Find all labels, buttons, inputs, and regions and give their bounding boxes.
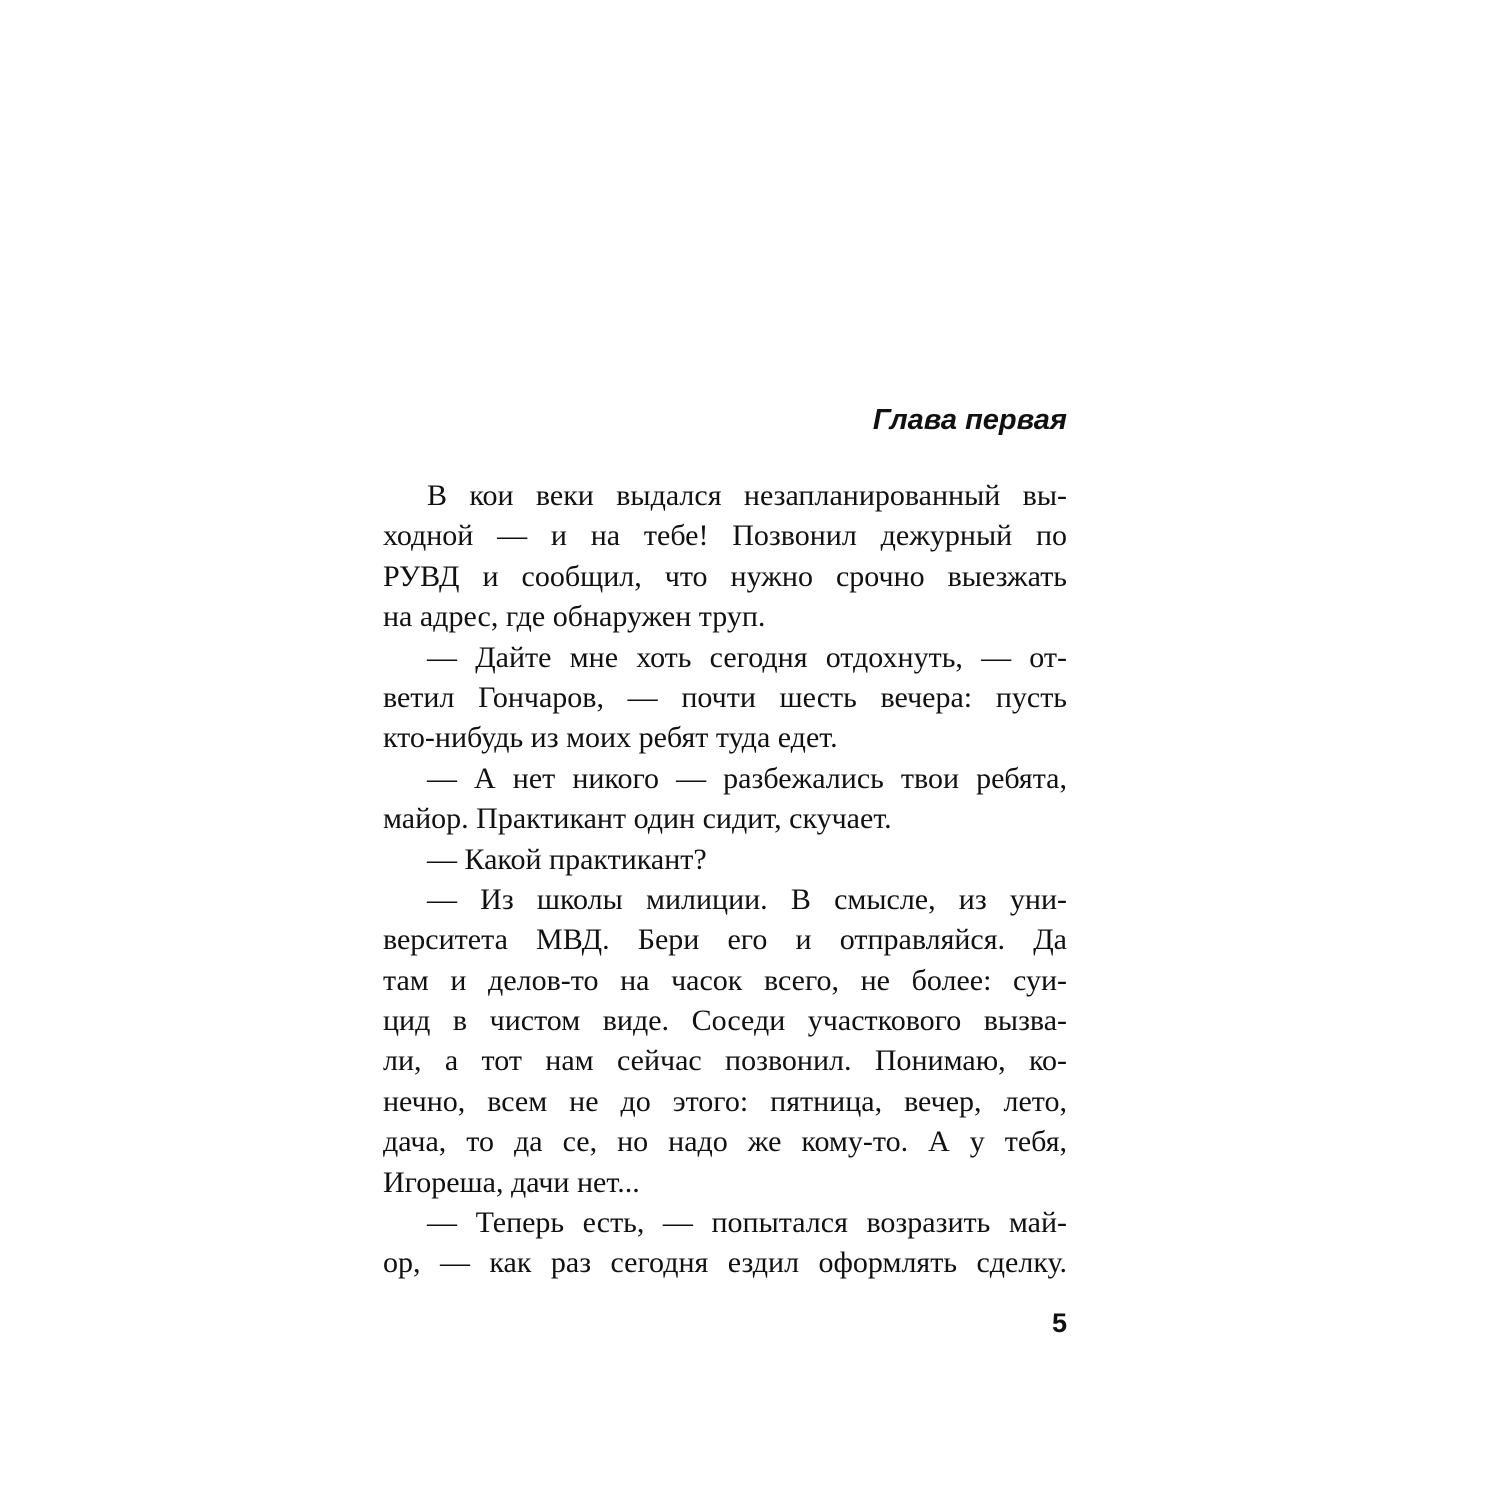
text-line-18: Игореша, дачи нет...: [383, 1165, 640, 1199]
text-line-9: майор. Практикант один сидит, скучает.: [383, 802, 892, 836]
text-line-14: цид в чистом виде. Соседи участкового вызва-: [383, 1004, 1067, 1038]
text-line-4: на адрес, где обнаружен труп.: [383, 600, 766, 634]
text-line-6: ветил Гончаров, — почти шесть вечера: пусть: [383, 680, 1067, 714]
text-line-11: — Из школы милиции. В смысле, из уни-: [427, 882, 1067, 916]
text-line-12: верситета МВД. Бери его и отправляйся. Да: [383, 923, 1067, 957]
text-line-8: — А нет никого — разбежались твои ребята,: [427, 761, 1067, 795]
text-line-20: ор, — как раз сегодня ездил оформлять сделку.: [383, 1246, 1067, 1280]
body-text: [383, 476, 1067, 1284]
chapter-title: Глава первая: [872, 404, 1067, 436]
text-line-19: — Теперь есть, — попытался возразить май-: [427, 1206, 1067, 1240]
text-line-7: кто-нибудь из моих ребят туда едет.: [383, 721, 838, 755]
page-number: 5: [1051, 1308, 1067, 1338]
text-line-13: там и делов-то на часок всего, не более: суи-: [383, 963, 1067, 997]
text-line-16: нечно, всем не до этого: пятница, вечер, лето,: [383, 1084, 1067, 1118]
text-line-1: В кои веки выдался незапланированный вы-: [427, 479, 1067, 512]
text-line-5: — Дайте мне хоть сегодня отдохнуть, — от-: [427, 640, 1067, 674]
text-line-17: дача, то да се, но надо же кому-то. А у тебя,: [383, 1125, 1067, 1159]
text-line-10: — Какой практикант?: [427, 842, 707, 876]
text-line-15: ли, а тот нам сейчас позвонил. Понимаю, ко-: [383, 1044, 1067, 1078]
text-line-3: РУВД и сообщил, что нужно срочно выезжать: [383, 559, 1067, 593]
text-line-2: ходной — и на тебе! Позвонил дежурный по: [383, 519, 1067, 553]
